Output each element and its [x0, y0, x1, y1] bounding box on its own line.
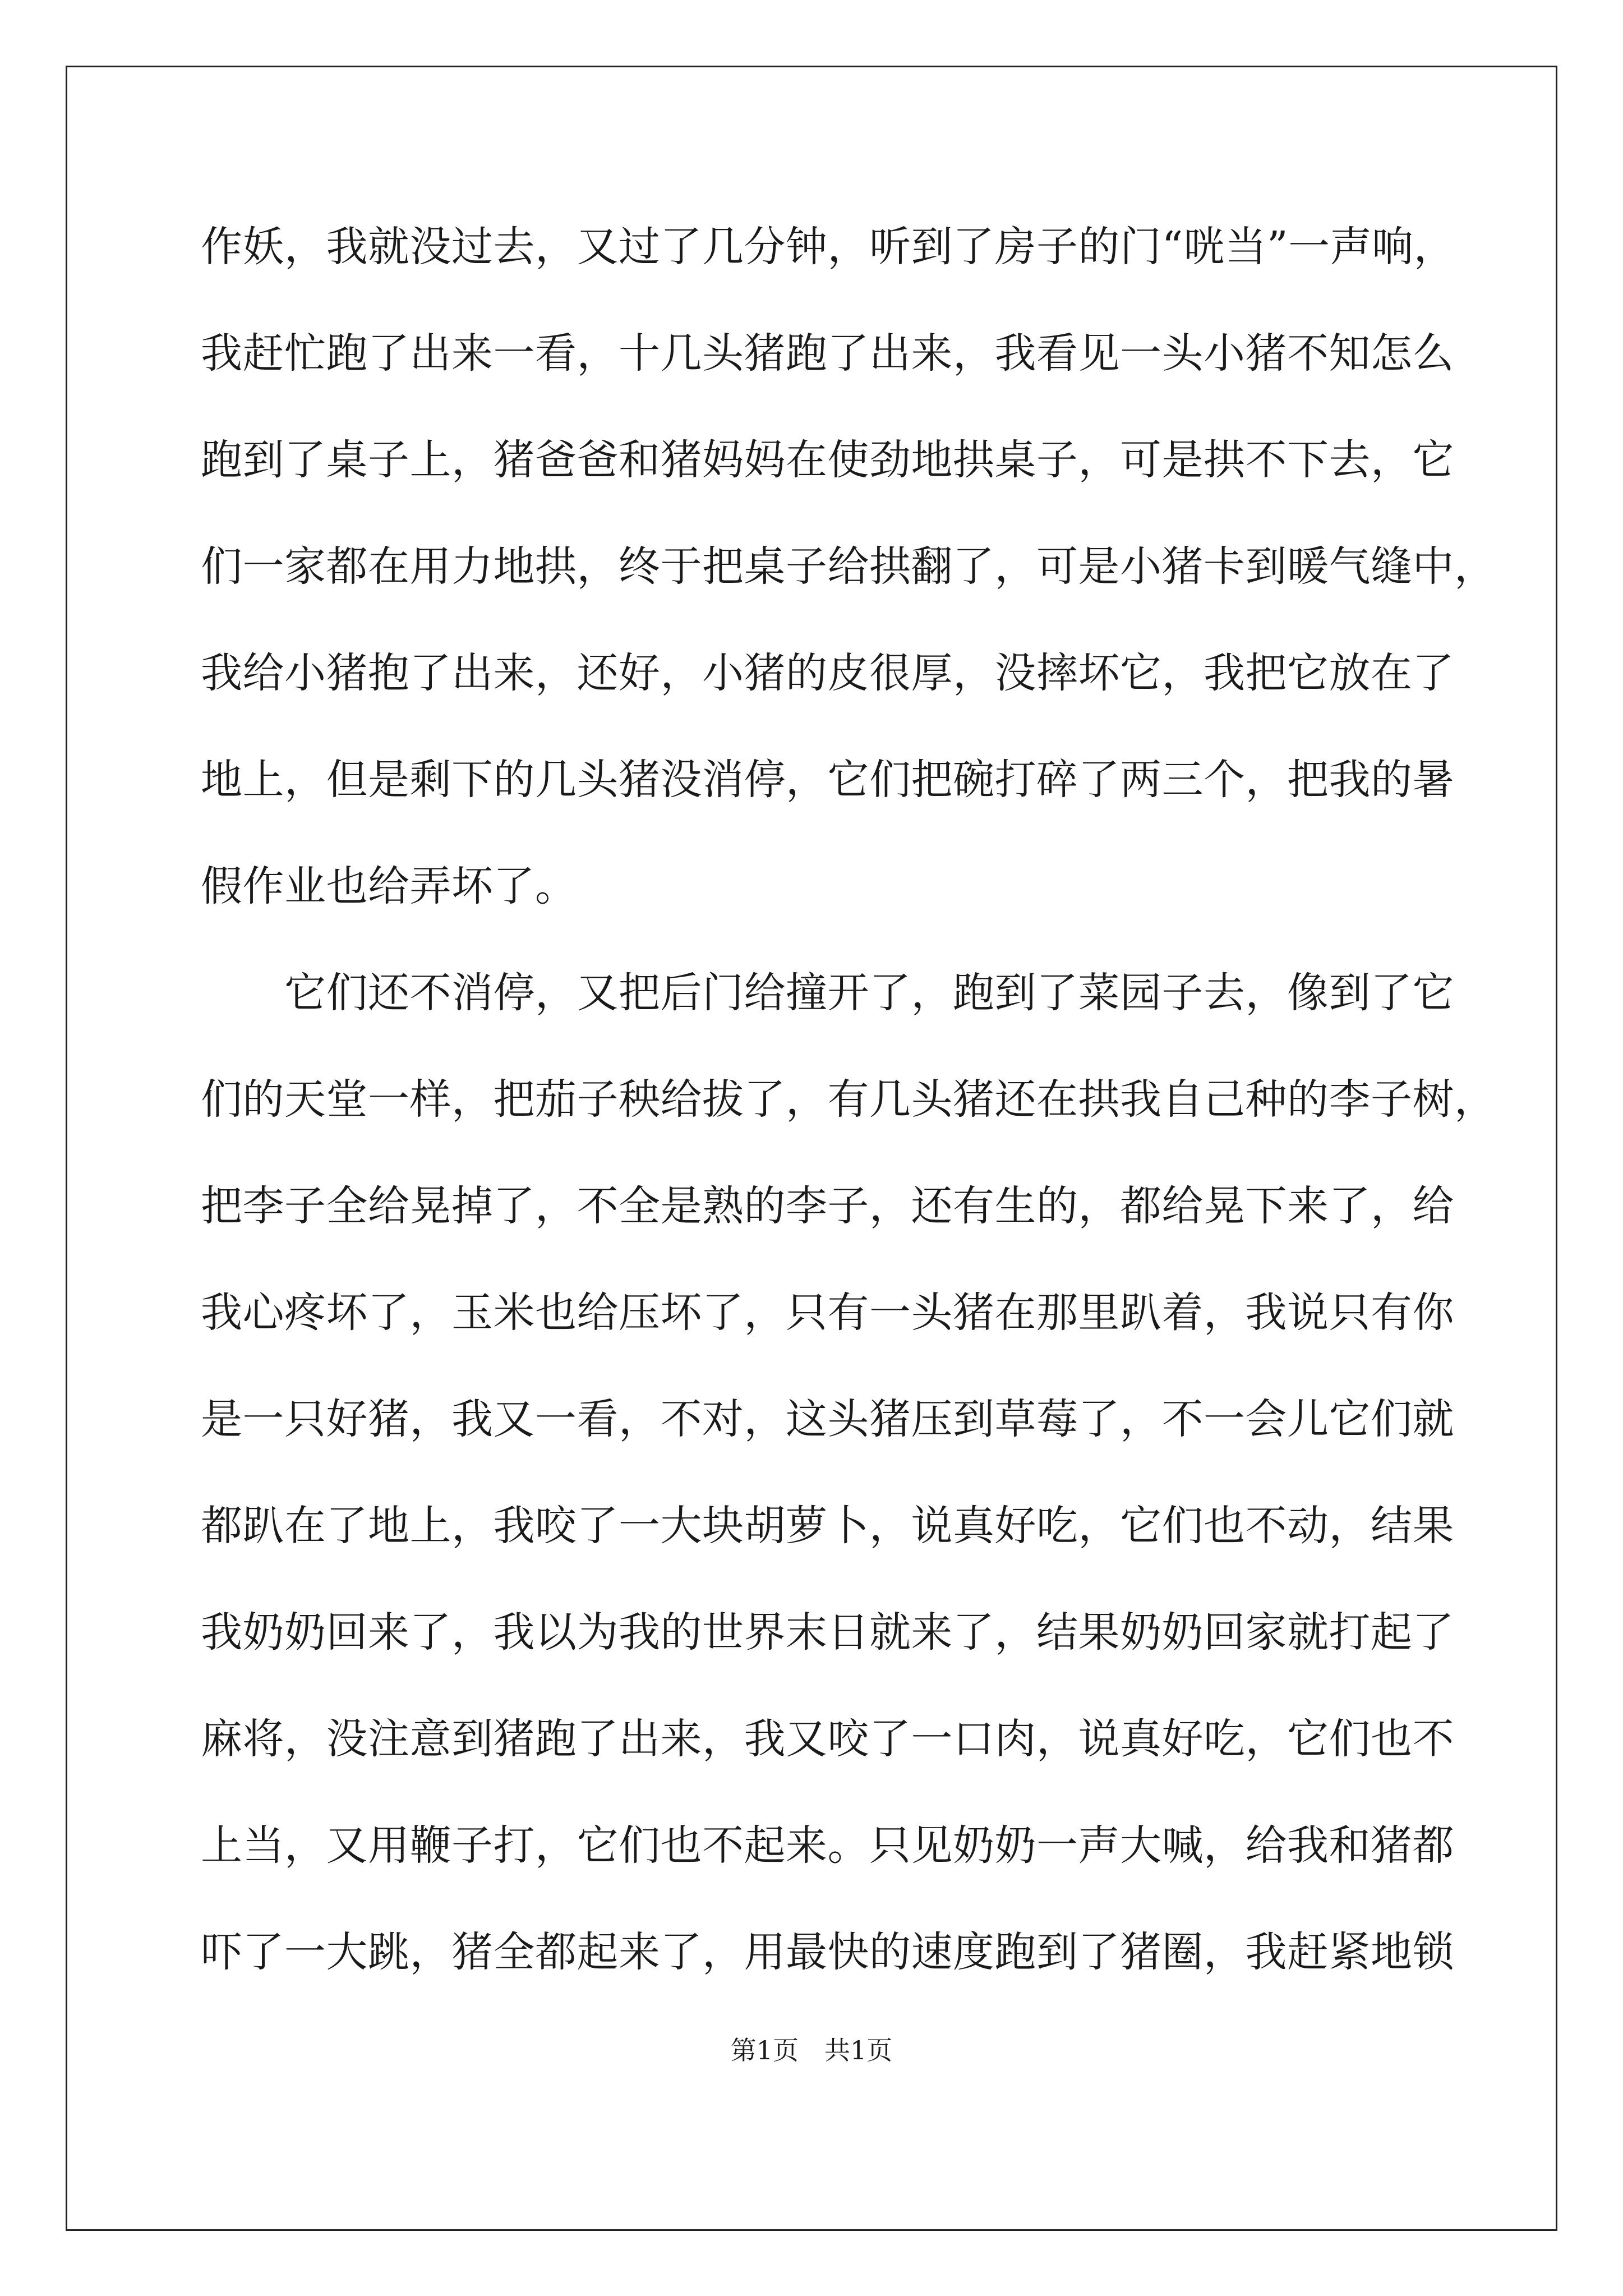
text-line: 我赶忙跑了出来一看，十几头猪跑了出来，我看见一头小猪不知怎么 — [201, 329, 1454, 378]
text-line: 吓了一大跳，猪全都起来了，用最快的速度跑到了猪圈，我赶紧地锁 — [201, 1928, 1454, 1976]
text-line: 上当，又用鞭子打，它们也不起来。只见奶奶一声大喊，给我和猪都 — [201, 1821, 1454, 1870]
text-line: 都趴在了地上，我咬了一大块胡萝卜，说真好吃，它们也不动，结果 — [201, 1502, 1454, 1550]
text-line: 我心疼坏了，玉米也给压坏了，只有一头猪在那里趴着，我说只有你 — [201, 1289, 1454, 1337]
text-line: 们的天堂一样，把茄子秧给拔了，有几头猪还在拱我自己种的李子树， — [201, 1075, 1496, 1124]
text-line: 它们还不消停，又把后门给撞开了，跑到了菜园子去，像到了它 — [201, 969, 1454, 1017]
text-line: 是一只好猪，我又一看，不对，这头猪压到草莓了，不一会儿它们就 — [201, 1395, 1454, 1443]
text-line: 假作业也给弄坏了。 — [201, 862, 577, 910]
text-line: 把李子全给晃掉了，不全是熟的李子，还有生的，都给晃下来了，给 — [201, 1182, 1454, 1230]
text-line: 麻将，没注意到猪跑了出来，我又咬了一口肉，说真好吃，它们也不 — [201, 1715, 1454, 1763]
text-line: 我给小猪抱了出来，还好，小猪的皮很厚，没摔坏它，我把它放在了 — [201, 649, 1454, 697]
page-footer: 第1页 共1页 — [730, 2035, 893, 2065]
text-line: 我奶奶回来了，我以为我的世界末日就来了，结果奶奶回家就打起了 — [201, 1608, 1454, 1657]
text-line: 地上，但是剩下的几头猪没消停，它们把碗打碎了两三个，把我的暑 — [201, 756, 1454, 804]
page-border — [66, 66, 1557, 2231]
text-line: 们一家都在用力地拱，终于把桌子给拱翻了，可是小猪卡到暖气缝中， — [201, 542, 1496, 591]
text-line: 跑到了桌子上，猪爸爸和猪妈妈在使劲地拱桌子，可是拱不下去，它 — [201, 436, 1454, 484]
text-line: 作妖，我就没过去，又过了几分钟，听到了房子的门“咣当”一声响， — [201, 223, 1456, 271]
